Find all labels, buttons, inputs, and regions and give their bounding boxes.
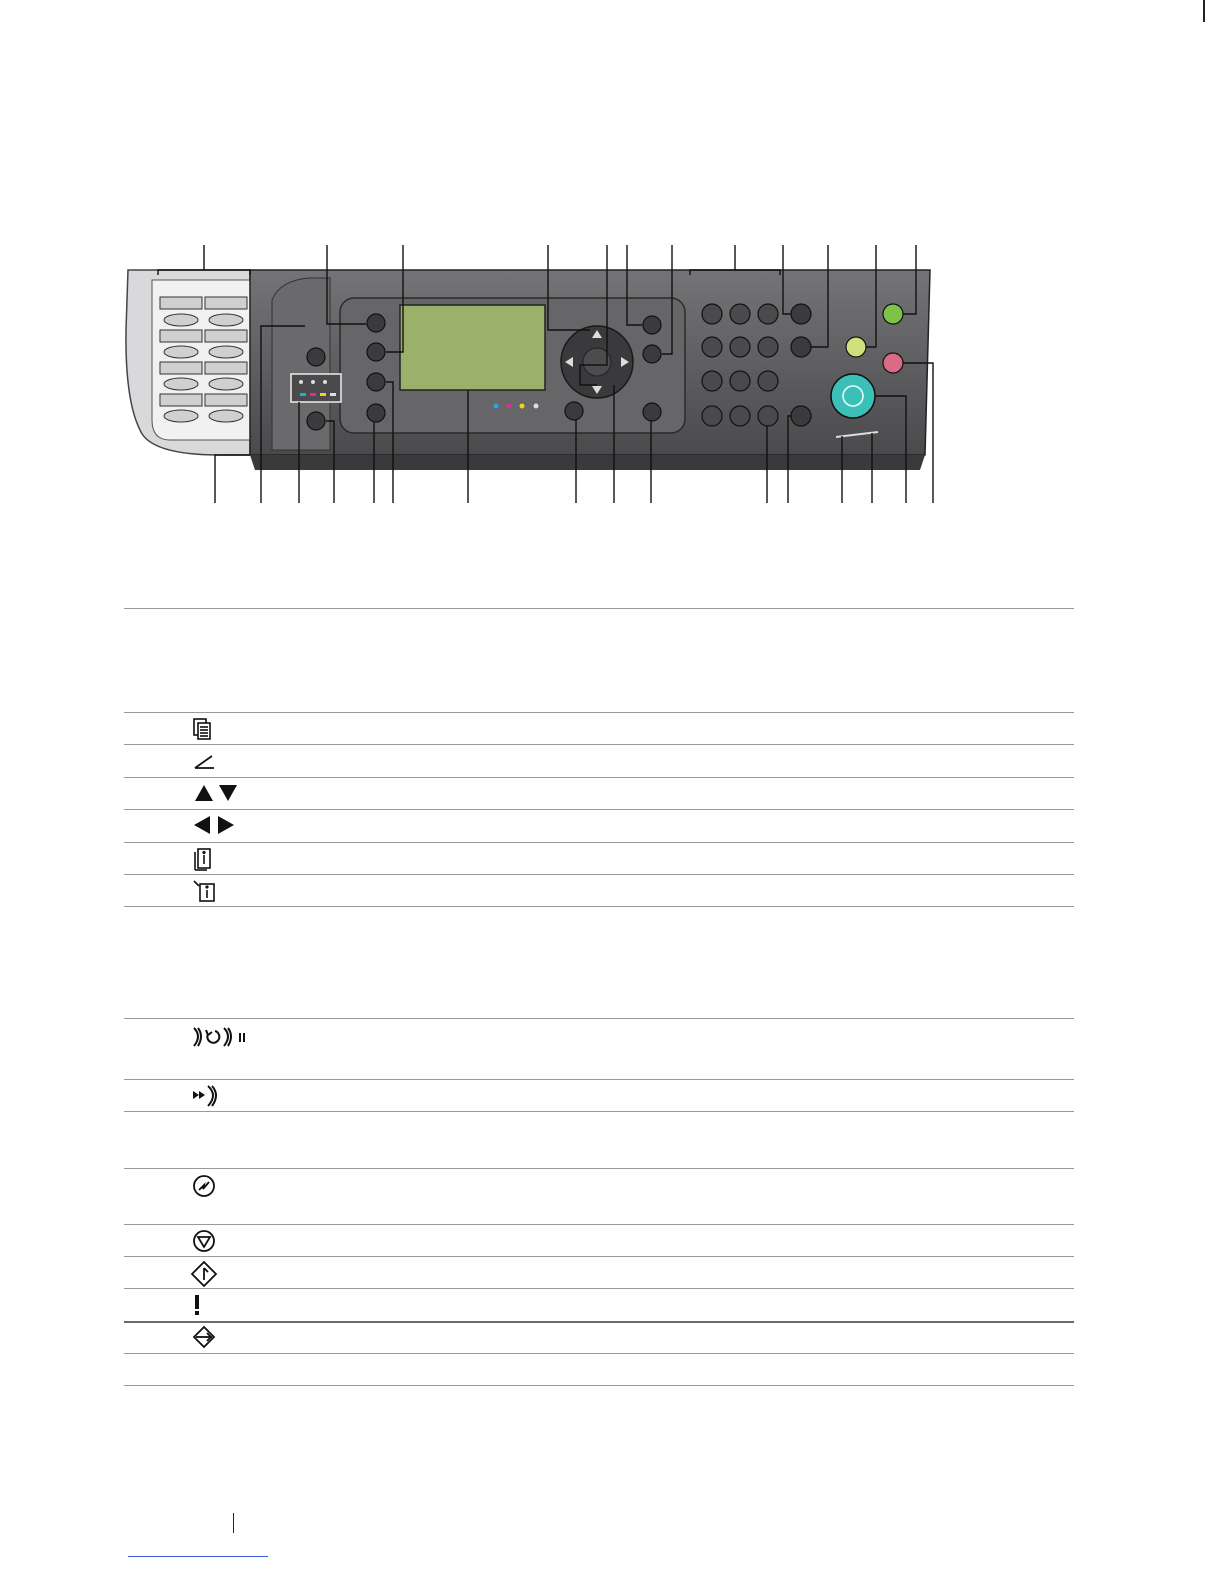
- error-icon: [190, 1292, 250, 1322]
- back-button: [565, 402, 583, 420]
- start-button: [831, 374, 875, 418]
- table-row-rule: [124, 1321, 1074, 1323]
- redial-pause-button: [791, 304, 811, 324]
- speed-dial-button: [791, 337, 811, 357]
- clear-all-button: [846, 337, 866, 357]
- page-number-divider: [233, 1513, 234, 1533]
- left-right-arrows-icon: [190, 813, 250, 843]
- table-top-rule: [124, 608, 1074, 609]
- table-row-rule: [124, 1018, 1074, 1019]
- copy-icon: [190, 716, 250, 746]
- ready-data-icon: [190, 1325, 250, 1355]
- table-row-rule: [124, 1288, 1074, 1289]
- lcd-panel: [400, 305, 545, 390]
- job-status-icon: [190, 846, 250, 876]
- table-row-rule: [124, 1079, 1074, 1080]
- power-saver-icon: [190, 1173, 250, 1203]
- speed-dial-icon: [190, 1083, 250, 1113]
- table-row-rule: [124, 744, 1074, 745]
- clear-button: [791, 406, 811, 426]
- system-icon: [190, 878, 250, 908]
- table-bottom-rule: [124, 1385, 1074, 1386]
- table-row-rule: [124, 1256, 1074, 1257]
- operator-panel-illustration: [0, 0, 1224, 520]
- table-row-rule: [124, 874, 1074, 875]
- scan-icon: [190, 748, 250, 778]
- table-row-rule: [124, 809, 1074, 810]
- start-icon: [190, 1260, 250, 1290]
- table-row-rule: [124, 777, 1074, 778]
- contrast-button: [643, 403, 661, 421]
- table-row-rule: [124, 1224, 1074, 1225]
- toner-indicator: [291, 374, 341, 402]
- footer-link-underline[interactable]: [128, 1556, 268, 1557]
- table-row-rule: [124, 1168, 1074, 1169]
- power-saver-button: [883, 304, 903, 324]
- table-row-rule: [124, 1353, 1074, 1354]
- job-status-button: [643, 316, 661, 334]
- table-row-rule: [124, 906, 1074, 907]
- table-row-rule: [124, 1111, 1074, 1112]
- system-button: [643, 345, 661, 363]
- table-header-rule: [124, 712, 1074, 713]
- stop-button: [883, 353, 903, 373]
- redial-pause-icon: [190, 1024, 250, 1054]
- stop-icon: [190, 1228, 250, 1258]
- up-down-arrows-icon: [190, 781, 250, 811]
- table-row-rule: [124, 842, 1074, 843]
